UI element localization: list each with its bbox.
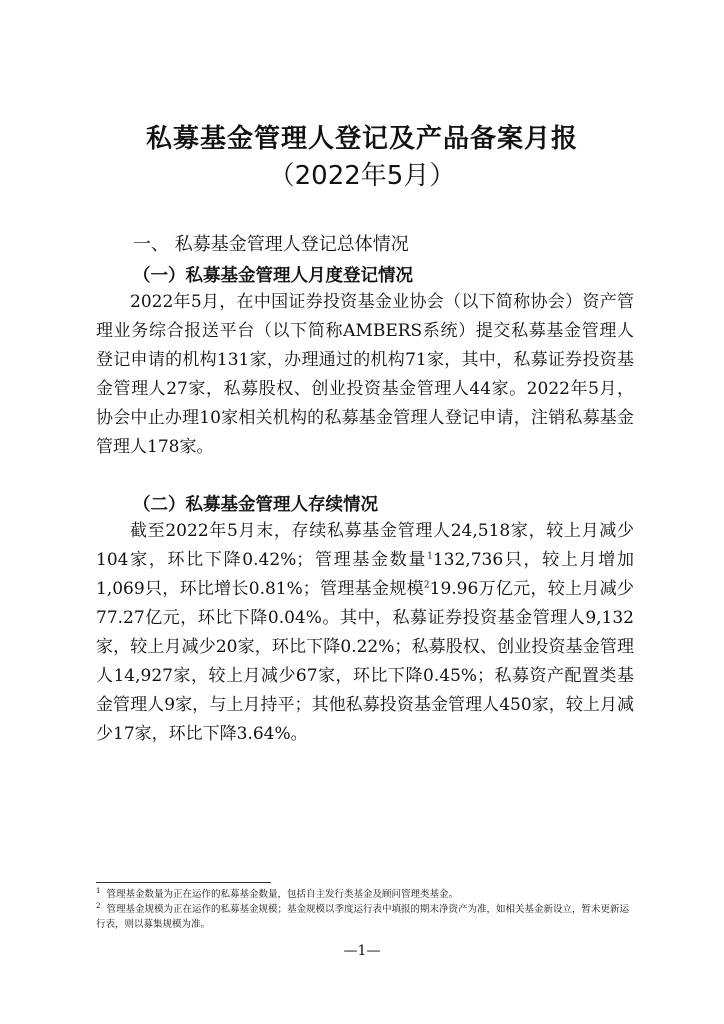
footnotes <box>96 887 634 932</box>
paragraph-text: 132,736只，较上月增加1,069只，环比增长0.81%；管理基金规模 <box>96 550 634 599</box>
paragraph-existing-managers <box>96 517 634 749</box>
footnote-mark: 2 <box>96 901 101 910</box>
section-heading: 一、 私募基金管理人登记总体情况 <box>133 234 409 255</box>
paragraph-text: 截至2022年5月末，存续私募基金管理人24,518家，较上月减少104家，环比下降0.42%；管理基金数量 <box>96 521 634 570</box>
footnote-mark: 1 <box>96 886 101 895</box>
paragraph-text: 19.96万亿元，较上月减少77.27亿元，环比下降0.04%。其中，私募证券投资基金管理人9,132家，较上月减少20家，环比下降0.22%；私募股权、创业投资基金管理人14,927家，较上月减少67家，环比下降0.45%；私募资产配置类基金管理人9家，与上月持平；其他私募投资基金管理人450家，较上月减少17家，环比下降3.64%。 <box>96 579 635 744</box>
page-number: —1— <box>343 943 381 959</box>
footnote-ref-1[interactable]: 1 <box>427 551 433 562</box>
footnote-text: 管理基金规模为正在运作的私募基金规模；基金规模以季度运行表中填报的期末净资产为准，如相关基金新设立，暂未更新运行表，则以募集规模为准。 <box>96 904 629 930</box>
footnote-text: 管理基金数量为正在运作的私募基金数量，包括自主发行类基金及顾问管理类基金。 <box>106 889 458 900</box>
footnote-2 <box>96 902 634 932</box>
document-title: 私募基金管理人登记及产品备案月报 <box>145 124 578 154</box>
footnote-divider <box>96 882 271 883</box>
document-subtitle: （2022年5月） <box>268 161 456 191</box>
subsection-heading-monthly-registration: （一）私募基金管理人月度登记情况 <box>133 266 413 286</box>
footnote-ref-2[interactable]: 2 <box>423 580 430 591</box>
paragraph-monthly-registration: 2022年5月，在中国证券投资基金业协会（以下简称协会）资产管理业务综合报送平台（以下简称AMBERS系统）提交私募基金管理人登记申请的机构131家，办理通过的机构71家，其中，私募证券投资基金管理人27家，私募股权、创业投资基金管理人44家。2022年5月，协会中止办理10家相关机构的私募基金管理人登记申请，注销私募基金管理人178家。 <box>96 292 634 457</box>
subsection-heading-existing-managers: （二）私募基金管理人存续情况 <box>133 495 378 515</box>
footnote-1 <box>96 887 634 902</box>
